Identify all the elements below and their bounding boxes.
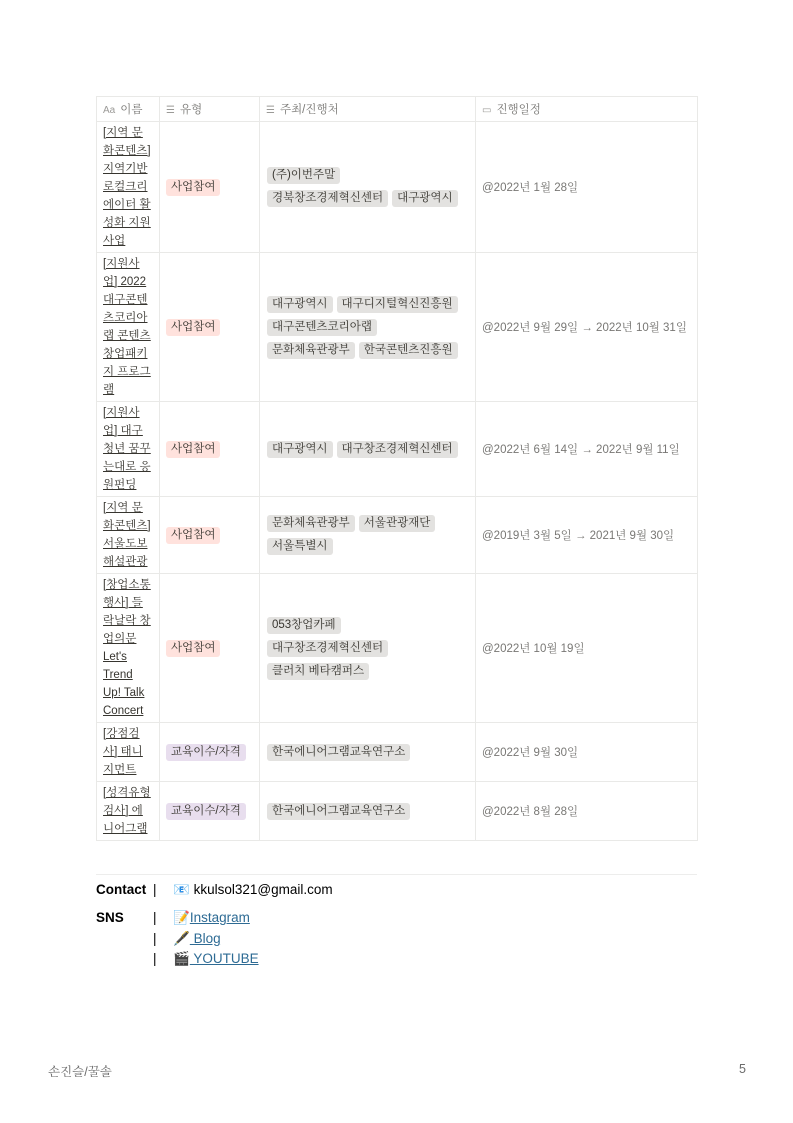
column-header-label: 유형 (179, 104, 203, 116)
column-header-label: 진행일정 (496, 104, 541, 116)
organizer-tag: 문화체육관광부 (267, 515, 355, 532)
name-line: 화콘텐츠] (103, 520, 151, 532)
cell-organizers[interactable] (260, 122, 476, 253)
contact-label: Contact (96, 882, 147, 897)
list-icon: ☰ (266, 105, 275, 116)
sns-link-blog[interactable] (173, 931, 221, 947)
cell-name[interactable] (97, 253, 160, 402)
name-line: Up! Talk (103, 687, 145, 699)
email-icon: 📧 (173, 882, 190, 897)
organizer-tag: 서울관광재단 (359, 515, 436, 532)
sns-separator: | (153, 910, 157, 925)
organizer-line (267, 164, 471, 187)
organizer-line (267, 438, 471, 461)
column-header-label: 주최/진행처 (279, 104, 339, 116)
cell-name[interactable] (97, 723, 160, 782)
email-line (173, 882, 333, 898)
cell-organizers[interactable] (260, 402, 476, 497)
name-line: 서울도보 (103, 538, 148, 550)
name-line: Concert (103, 705, 144, 717)
organizer-tag: 대구광역시 (392, 190, 458, 207)
organizer-tag: 문화체육관광부 (267, 342, 355, 359)
name-line: 랩 콘텐츠 (103, 330, 151, 342)
sns-link-instagram[interactable] (173, 910, 250, 926)
name-line: 성화 지원 (103, 217, 151, 229)
cell-date[interactable]: @2019년 3월 5일 → 2021년 9월 30일 (476, 497, 698, 574)
name-line: 지먼트 (103, 764, 137, 776)
column-header[interactable] (476, 97, 698, 122)
blog-link[interactable]: Blog (189, 931, 221, 946)
type-tag: 사업참여 (166, 441, 220, 458)
name-line: 락날락 창 (103, 615, 151, 627)
organizer-tag: 서울특별시 (267, 538, 333, 555)
name-line: 사] 태니 (103, 746, 143, 758)
organizer-line (267, 187, 471, 210)
memo-icon: 📝 (173, 910, 190, 925)
table-row (97, 402, 698, 497)
sns-row (96, 910, 124, 925)
organizer-line (267, 316, 471, 339)
cell-name[interactable] (97, 122, 160, 253)
name-line: 니어그램 (103, 823, 148, 835)
type-tag: 사업참여 (166, 179, 220, 196)
cell-organizers[interactable] (260, 497, 476, 574)
name-line: [강점검 (103, 728, 140, 740)
name-line: [성격유형 (103, 787, 151, 799)
name-line: 츠코리아 (103, 312, 148, 324)
organizer-line (267, 660, 471, 683)
name-line: [지역 문 (103, 127, 143, 139)
table-row (97, 723, 698, 782)
column-header[interactable] (160, 97, 260, 122)
email-address[interactable]: kkulsol321@gmail.com (193, 882, 333, 897)
organizer-tag: 053창업카페 (267, 617, 341, 634)
cell-organizers[interactable] (260, 723, 476, 782)
organizer-tag: 한국콘텐츠진흥원 (359, 342, 458, 359)
name-line: [지역 문 (103, 502, 143, 514)
name-line: 업] 2022 (103, 276, 147, 288)
name-line: 램 (103, 384, 115, 396)
organizer-line (267, 512, 471, 535)
table-row (97, 122, 698, 253)
column-header-label: 이름 (120, 104, 143, 116)
cell-type[interactable] (160, 253, 260, 402)
cell-date[interactable]: @2022년 6월 14일 → 2022년 9월 11일 (476, 402, 698, 497)
name-line: Trend (103, 669, 133, 681)
organizer-tag: 한국에니어그램교육연구소 (267, 744, 410, 761)
organizer-line (267, 339, 471, 362)
cell-type[interactable] (160, 122, 260, 253)
page-link[interactable] (103, 127, 151, 247)
name-line: Let's (103, 651, 127, 663)
organizer-line (267, 614, 471, 637)
name-line: [지원사 (103, 258, 140, 270)
sns-label: SNS (96, 910, 124, 925)
page-link[interactable] (103, 258, 151, 396)
type-tag: 사업참여 (166, 640, 220, 657)
name-line: 지 프로그 (103, 366, 151, 378)
name-line: 화콘텐츠] (103, 145, 151, 157)
footer-author: 손진슬/꿀솔 (48, 1065, 112, 1079)
section-divider (96, 874, 697, 875)
organizer-tag: 대구광역시 (267, 296, 333, 313)
organizer-tag: 경북창조경제혁신센터 (267, 190, 388, 207)
list-icon: ☰ (166, 105, 175, 116)
organizer-tag: (주)이번주말 (267, 167, 340, 184)
cell-name[interactable] (97, 402, 160, 497)
type-tag: 교육이수/자격 (166, 744, 246, 761)
table-row (97, 253, 698, 402)
cell-type[interactable] (160, 497, 260, 574)
name-line: 업] 대구 (103, 425, 143, 437)
cell-date[interactable]: @2022년 1월 28일 (476, 122, 698, 253)
cell-organizers[interactable] (260, 253, 476, 402)
name-line: 청년 꿈꾸 (103, 443, 151, 455)
organizer-tag: 클러치 베타캠퍼스 (267, 663, 369, 680)
name-line: 해설관광 (103, 556, 148, 568)
type-tag: 사업참여 (166, 319, 220, 336)
organizer-line (267, 293, 471, 316)
column-header[interactable] (97, 97, 160, 122)
calendar-icon: ▭ (482, 105, 492, 116)
cell-organizers[interactable] (260, 574, 476, 723)
name-line: 검사] 에 (103, 805, 143, 817)
youtube-link[interactable]: YOUTUBE (189, 951, 259, 966)
cell-date[interactable]: @2022년 10월 19일 (476, 574, 698, 723)
cell-name[interactable] (97, 782, 160, 841)
organizer-line (267, 535, 471, 558)
organizer-tag: 대구디지털혁신진흥원 (337, 296, 458, 313)
organizer-line (267, 741, 471, 764)
organizer-tag: 한국에니어그램교육연구소 (267, 803, 410, 820)
organizer-tag: 대구광역시 (267, 441, 333, 458)
organizer-line (267, 800, 471, 823)
organizer-tag: 대구콘텐츠코리아랩 (267, 319, 377, 336)
name-line: 지역기반 (103, 163, 148, 175)
name-line: 사업 (103, 235, 126, 247)
name-line: 는대로 응 (103, 461, 151, 473)
clapper-icon: 🎬 (173, 951, 190, 966)
table-row (97, 497, 698, 574)
name-line: 창업패키 (103, 348, 148, 360)
cell-name[interactable] (97, 497, 160, 574)
type-tag: 사업참여 (166, 527, 220, 544)
sns-separator: | (153, 931, 157, 946)
cell-date[interactable]: @2022년 8월 28일 (476, 782, 698, 841)
instagram-link[interactable]: Instagram (189, 910, 250, 925)
organizer-tag: 대구창조경제혁신센터 (267, 640, 388, 657)
project-table-container (96, 96, 697, 841)
cell-type[interactable] (160, 723, 260, 782)
page-link[interactable] (103, 407, 151, 491)
type-tag: 교육이수/자격 (166, 803, 246, 820)
sns-separator: | (153, 951, 157, 966)
cell-date[interactable]: @2022년 9월 29일 → 2022년 10월 31일 (476, 253, 698, 402)
contact-row (96, 882, 146, 897)
table-row (97, 782, 698, 841)
cell-date[interactable]: @2022년 9월 30일 (476, 723, 698, 782)
table-body (97, 122, 698, 841)
name-line: [지원사 (103, 407, 140, 419)
page-link[interactable] (103, 502, 151, 568)
name-line: 로컬크리 (103, 181, 148, 193)
cell-type[interactable] (160, 574, 260, 723)
name-line: 업의문 (103, 633, 137, 645)
cell-type[interactable] (160, 402, 260, 497)
organizer-tag: 대구창조경제혁신센터 (337, 441, 458, 458)
cell-organizers[interactable] (260, 782, 476, 841)
name-line: 원펀딩 (103, 479, 137, 491)
project-table (96, 96, 698, 841)
pen-icon: 🖋️ (173, 931, 190, 946)
text-type-icon: Aa (103, 105, 116, 116)
sns-link-youtube[interactable] (173, 951, 259, 967)
table-row (97, 574, 698, 723)
page-number: 5 (739, 1062, 746, 1076)
page-link[interactable] (103, 579, 151, 717)
page-link[interactable] (103, 787, 151, 835)
table-header-row (97, 97, 698, 122)
page-link[interactable] (103, 728, 143, 776)
cell-type[interactable] (160, 782, 260, 841)
contact-separator: | (153, 882, 157, 897)
name-line: 행사] 들 (103, 597, 143, 609)
name-line: 대구콘텐 (103, 294, 148, 306)
cell-name[interactable] (97, 574, 160, 723)
column-header[interactable] (260, 97, 476, 122)
name-line: 에이터 활 (103, 199, 151, 211)
name-line: [창업소통 (103, 579, 151, 591)
organizer-line (267, 637, 471, 660)
